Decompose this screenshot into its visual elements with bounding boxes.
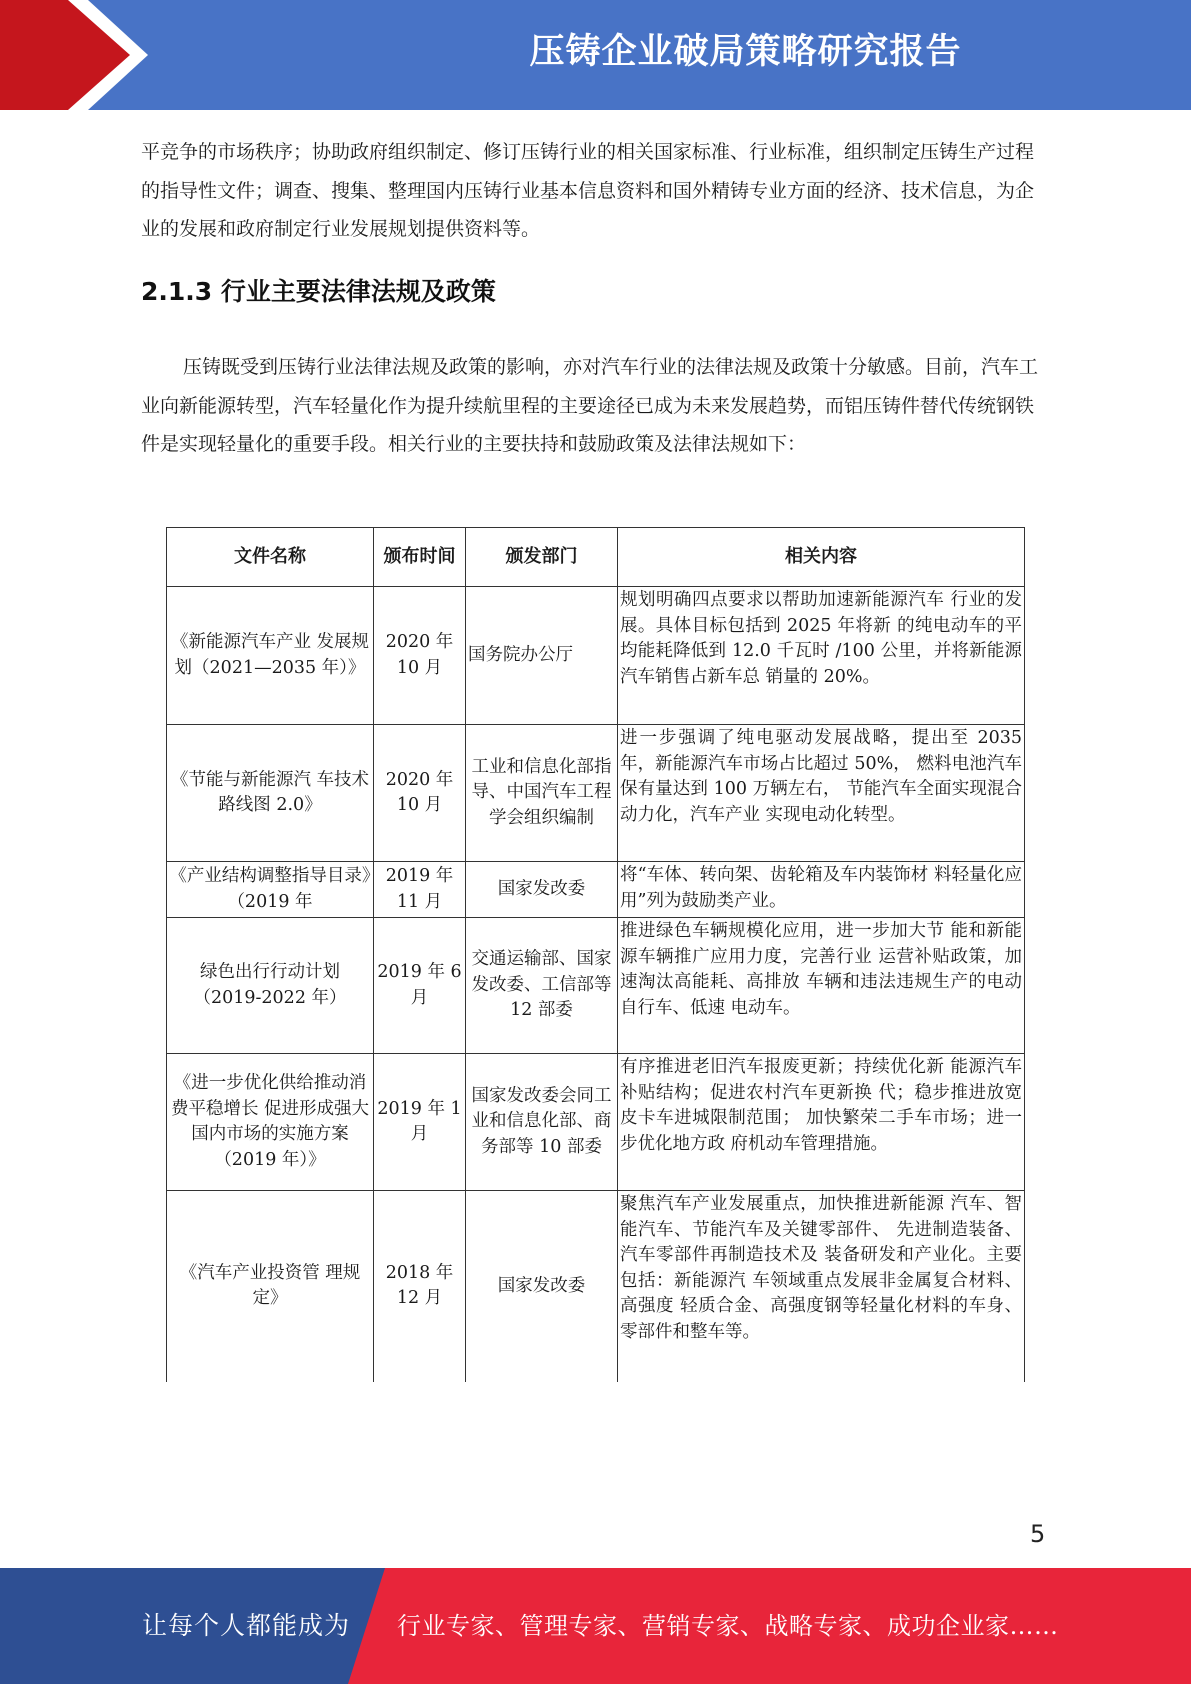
header-banner: [0, 0, 1191, 110]
table-row: [167, 862, 1025, 918]
table-row: [167, 1054, 1025, 1191]
header-file-name: 文件名称: [167, 528, 374, 587]
cell-content: 推进绿色车辆规模化应用，进一步加大节 能和新能源车辆推广应用力度，完善行业 运营补贴政策，加速淘汰高能耗、高排放 车辆和违法违规生产的电动自行车、低速 电动车。: [618, 918, 1025, 1054]
cell-file-name: 《节能与新能源汽 车技术路线图 2.0》: [167, 725, 374, 862]
cell-issue-date: 2019 年 6 月: [374, 918, 466, 1054]
header-related-content: 相关内容: [618, 528, 1025, 587]
table-row: [167, 1191, 1025, 1382]
cell-file-name: 《进一步优化供给推动消费平稳增长 促进形成强大国内市场的实施方案（2019 年）》: [167, 1054, 374, 1191]
page-number: 5: [1030, 1520, 1046, 1548]
header-issuing-department: 颁发部门: [466, 528, 618, 587]
intro-paragraph: 平竞争的市场秩序；协助政府组织制定、修订压铸行业的相关国家标准、行业标准，组织制定压铸生产过程的指导性文件；调查、搜集、整理国内压铸行业基本信息资料和国外精铸专业方面的经济、技术信息，为企业的发展和政府制定行业发展规划提供资料等。: [141, 141, 1035, 240]
cell-content: 有序推进老旧汽车报废更新；持续优化新 能源汽车补贴结构；促进农村汽车更新换 代；稳步推进放宽皮卡车进城限制范围； 加快繁荣二手车市场；进一步优化地方政 府机动车管理措施。: [618, 1054, 1025, 1191]
footer-slogan-left: 让每个人都能成为: [142, 1611, 351, 1640]
cell-file-name: 《汽车产业投资管 理规定》: [167, 1191, 374, 1382]
cell-department: 国家发改委会同工业和信息化部、商务部等 10 部委: [466, 1054, 618, 1191]
cell-department: 工业和信息化部指导、中国汽车工程学会组织编制: [466, 725, 618, 862]
table-row: [167, 725, 1025, 862]
cell-file-name: 绿色出行行动计划（2019-2022 年）: [167, 918, 374, 1054]
cell-file-name: 《新能源汽车产业 发展规划（2021—2035 年）》: [167, 587, 374, 725]
cell-issue-date: 2020 年 10 月: [374, 725, 466, 862]
cell-file-name: 《产业结构调整指导目录》（2019 年: [167, 862, 374, 918]
policy-intro-paragraph: 压铸既受到压铸行业法律法规及政策的影响，亦对汽车行业的法律法规及政策十分敏感。目前，汽车工业向新能源转型，汽车轻量化作为提升续航里程的主要途径已成为未来发展趋势，而铝压铸件替代传统钢铁件是实现轻量化的重要手段。相关行业的主要扶持和鼓励政策及法律法规如下：: [141, 356, 1039, 455]
cell-content: 规划明确四点要求以帮助加速新能源汽车 行业的发展。具体目标包括到 2025 年将新 的纯电动车的平均能耗降低到 12.0 千瓦时 /100 公里，并将新能源汽车销售占新车总 销量的 20%。: [618, 587, 1025, 725]
cell-content: 进一步强调了纯电驱动发展战略，提出至 2035 年，新能源汽车市场占比超过 50%， 燃料电池汽车保有量达到 100 万辆左右， 节能汽车全面实现混合动力化，汽车产业 实现电动化转型。: [618, 725, 1025, 862]
header-issue-date: 颁布时间: [374, 528, 466, 587]
cell-issue-date: 2019 年 1 月: [374, 1054, 466, 1191]
cell-issue-date: 2020 年 10 月: [374, 587, 466, 725]
cell-department: 交通运输部、国家发改委、工信部等 12 部委: [466, 918, 618, 1054]
table-header-row: [167, 528, 1025, 587]
cell-content: 将“车体、转向架、齿轮箱及车内装饰材 料轻量化应用”列为鼓励类产业。: [618, 862, 1025, 918]
table-row: [167, 918, 1025, 1054]
footer-banner: [0, 1568, 1191, 1684]
cell-department: 国务院办公厅: [466, 587, 618, 725]
section-heading: 2.1.3 行业主要法律法规及政策: [141, 277, 496, 306]
report-title: 压铸企业破局策略研究报告: [529, 32, 962, 72]
table-row: [167, 587, 1025, 725]
cell-content: 聚焦汽车产业发展重点，加快推进新能源 汽车、智能汽车、节能汽车及关键零部件、 先进制造装备、汽车零部件再制造技术及 装备研发和产业化。主要包括：新能源汽 车领域重点发展非金属复合材料、高强度 轻质合金、高强度钢等轻量化材料的车身、 零部件和整车等。: [618, 1191, 1025, 1382]
policy-table: [166, 527, 1025, 1382]
cell-issue-date: 2018 年 12 月: [374, 1191, 466, 1382]
footer-slogan-right: 行业专家、管理专家、营销专家、战略专家、成功企业家……: [397, 1612, 1059, 1640]
cell-issue-date: 2019 年 11 月: [374, 862, 466, 918]
cell-department: 国家发改委: [466, 1191, 618, 1382]
cell-department: 国家发改委: [466, 862, 618, 918]
